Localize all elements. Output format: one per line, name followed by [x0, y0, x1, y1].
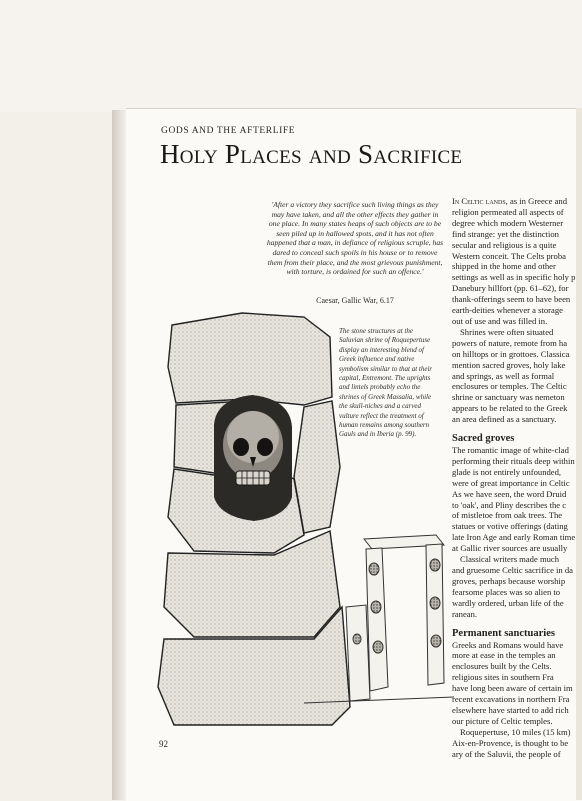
- intro-line: , as in Greece and: [505, 196, 567, 206]
- intro-line: shipped in the home and other: [452, 261, 556, 272]
- classical-line: fearsome places was so alien to: [452, 586, 561, 597]
- classical-line: and gruesome Celtic sacrifice in da: [452, 565, 573, 575]
- sanctuaries-line: recent excavations in northern Fra: [452, 694, 570, 705]
- shrines-line: powers of nature, remote from ha: [452, 337, 568, 348]
- intro-lead: In Celtic lands: [452, 196, 506, 206]
- groves-line: of mistletoe from oak trees. The: [452, 510, 563, 521]
- groves-line: were of great importance in Celtic: [452, 477, 570, 488]
- intro-line: find strange: yet the distinction: [452, 228, 559, 239]
- shrines-line: shrine or sanctuary was nemeton: [452, 392, 565, 403]
- intro-line: settings as well as in specific holy p: [452, 272, 576, 283]
- groves-line: As we have seen, the word Druid: [452, 488, 567, 499]
- shrines-paragraph: Shrines were often situated: [460, 326, 554, 337]
- shrines-line: mention sacred groves, holy lake: [452, 359, 566, 370]
- shrines-line: appears to be related to the Greek: [452, 403, 568, 414]
- groves-line: performing their rituals deep within: [452, 455, 575, 466]
- intro-line: Western conceit. The Celts proba: [452, 250, 566, 261]
- skull-icon: [214, 395, 292, 521]
- roquepertuse-line: Aix-en-Provence, is thought to be: [452, 737, 569, 748]
- shrines-line: an area defined as a sanctuary.: [452, 414, 557, 425]
- heading-sacred-groves: Sacred groves: [452, 433, 515, 445]
- shrines-line: and springs, as well as formal: [452, 370, 555, 381]
- classical-line: wardly ordered, urban life of the: [452, 597, 564, 608]
- sanctuaries-line: religious sites in southern Fra: [452, 672, 554, 683]
- sanctuaries-line: our picture of Celtic temples.: [452, 715, 553, 726]
- sanctuaries-line: Greeks and Romans would have: [452, 639, 564, 650]
- classical-paragraph: Classical writers made much: [460, 554, 560, 565]
- heading-permanent-sanctuaries: Permanent sanctuaries: [452, 627, 555, 639]
- intro-line: out of use and was filled in.: [452, 315, 548, 326]
- shrines-line: on hilltops or in grottoes. Classica: [452, 348, 570, 359]
- intro-line: religion permeated all aspects of: [452, 206, 564, 217]
- intro-line: Danebury hillfort (pp. 61–62), for: [452, 283, 569, 294]
- intro-line: earth-deities whenever a storage: [452, 305, 563, 316]
- page-title: Holy Places and Sacrifice: [160, 139, 463, 169]
- pull-quote: 'After a victory they sacrifice such living things as they may have taken, and all the other effects they gather in one place. In many states heaps of such objects are to be seen piled up in hallowed spots, and it has not often happened that a man, in defiance of religious scruple, has dared to conceal such spoils in his house or to remove them from their place, and the most grievous punishment, with torture, is ordained for such an offence.': [266, 200, 444, 277]
- pull-quote-source: Caesar, Gallic War, 6.17: [316, 296, 394, 305]
- intro-line: secular and religious is a quite: [452, 239, 557, 250]
- groves-line: late Iron Age and early Roman time: [452, 532, 576, 543]
- groves-line: at Gallic river sources are usually: [452, 543, 568, 554]
- groves-line: to 'oak', and Pliny describes the c: [452, 499, 567, 510]
- scan-background: [0, 0, 582, 112]
- intro-line: degree which modern Westerner: [452, 217, 564, 228]
- roquepertuse-line: ary of the Saluvii, the people of: [452, 748, 561, 759]
- section-kicker: GODS AND THE AFTERLIFE: [161, 126, 296, 136]
- sanctuaries-line: elsewhere have started to add rich: [452, 704, 569, 715]
- classical-line: groves, perhaps because worship: [452, 575, 566, 586]
- illustration-caption: The stone structures at the Saluvian shrine of Roquepertuse display an interesting blend of Greek influence and native symbolism similar to that at their capital, Entremont. The uprights and lintels probably echo the shrines of Greek Massalia, while the skull-niches and a carved vulture reflect the treatment of human remains among southern Gauls and in Iberia (p. 99).: [339, 327, 433, 439]
- classical-line: ranean.: [452, 608, 478, 619]
- shrines-line: enclosures or temples. The Celtic: [452, 381, 567, 392]
- page-number: 92: [159, 739, 168, 749]
- groves-line: The romantic image of white-clad: [452, 445, 569, 456]
- body-column: [452, 196, 582, 760]
- groves-line: statues or votive offerings (dating: [452, 521, 568, 532]
- intro-line: thank-offerings seem to have been: [452, 294, 571, 305]
- roquepertuse-paragraph: Roquepertuse, 10 miles (15 km): [460, 726, 571, 737]
- intro-paragraph: [452, 196, 582, 207]
- sanctuaries-line: enclosures built by the Celts.: [452, 661, 552, 672]
- sanctuaries-line: have long been aware of certain im: [452, 683, 573, 694]
- groves-line: glade is not entirely unfounded,: [452, 466, 562, 477]
- sanctuaries-line: more at ease in the temples an: [452, 650, 556, 661]
